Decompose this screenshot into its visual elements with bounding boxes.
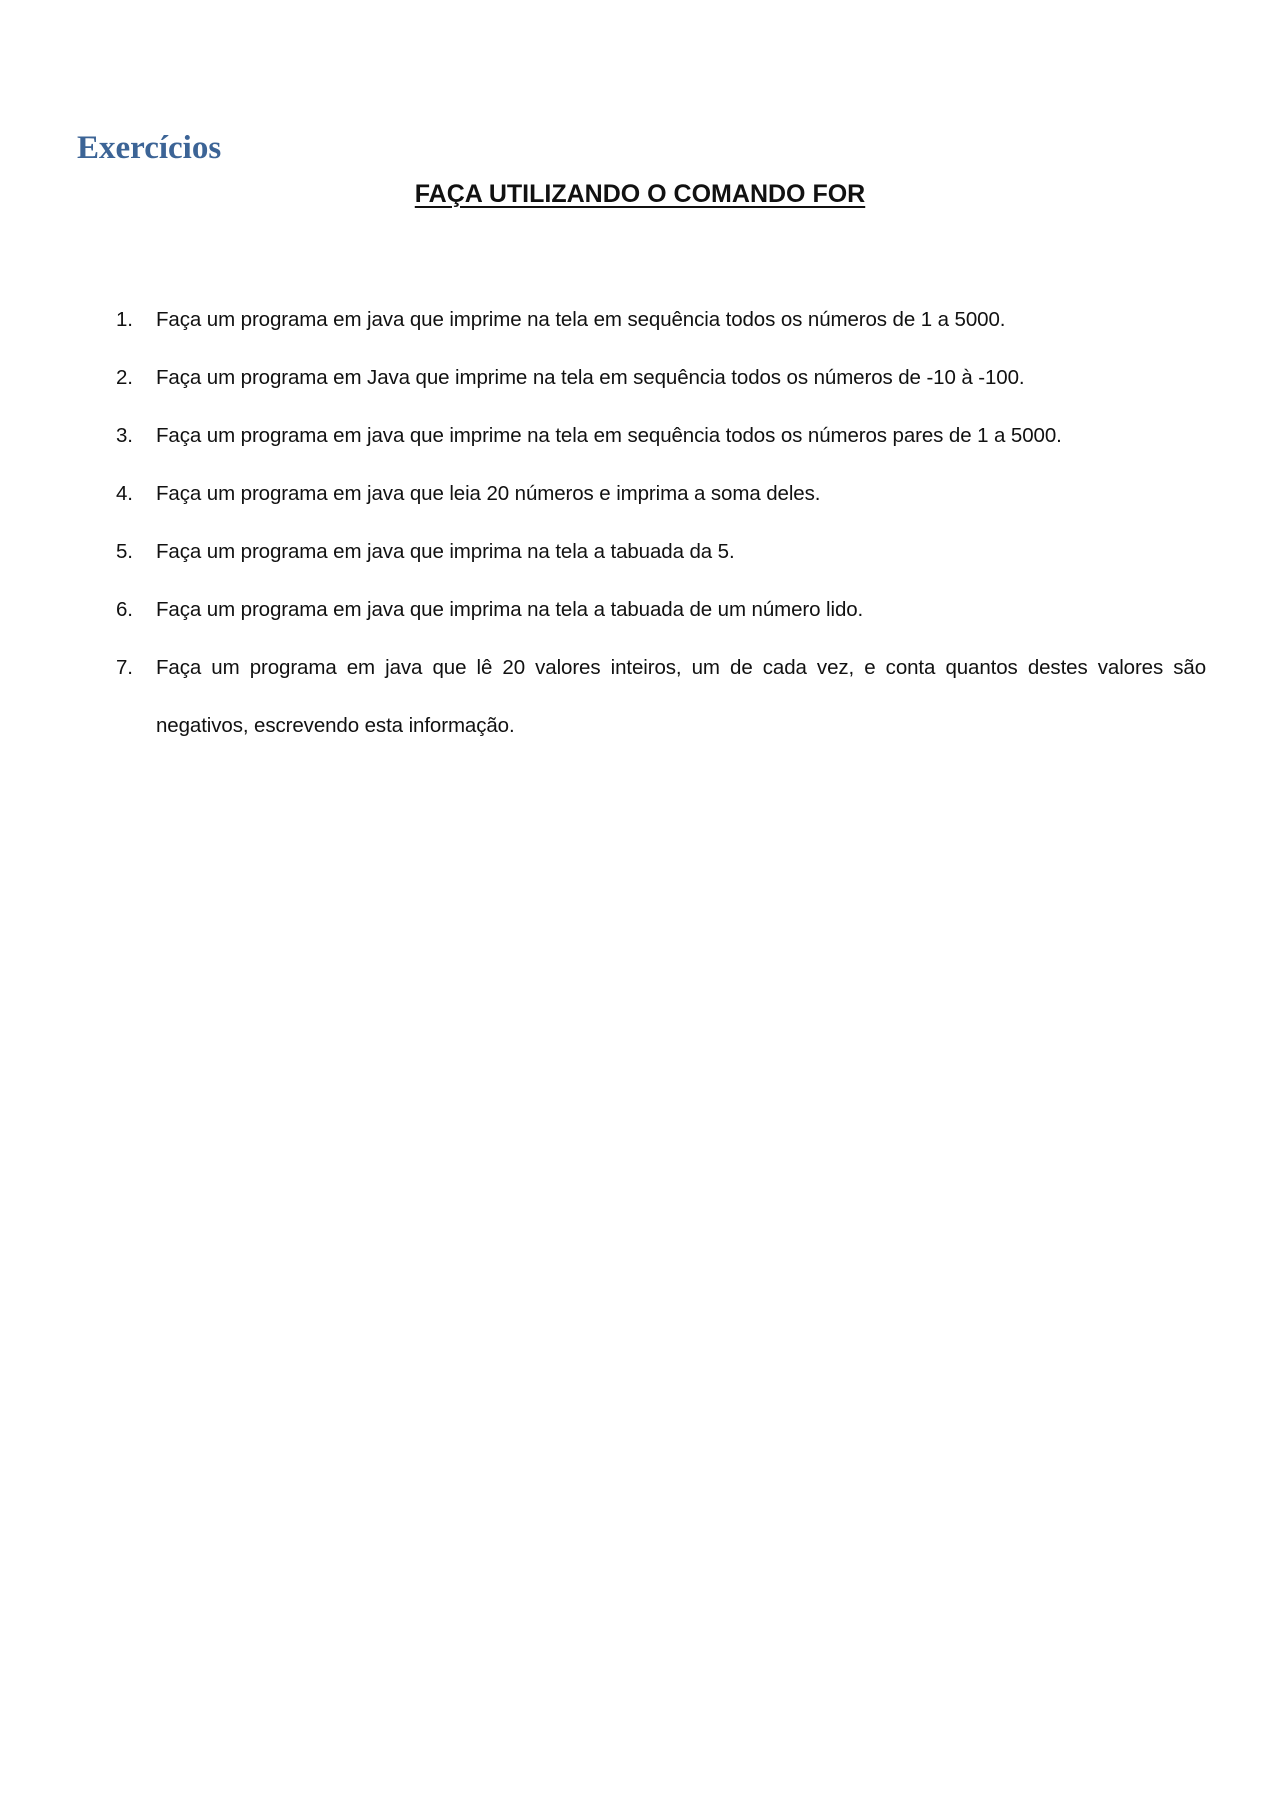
exercise-item: [116, 639, 1206, 755]
exercise-item: [116, 349, 1206, 407]
exercise-number: 4.: [116, 482, 133, 505]
exercise-text: Faça um programa em java que lê 20 valores inteiros, um de cada vez, e conta quantos destes valores são negativos, escrevendo esta informação.: [156, 656, 1206, 737]
exercise-number: 7.: [116, 656, 133, 679]
page-subtitle: FAÇA UTILIZANDO O COMANDO FOR: [414, 180, 866, 208]
exercise-item: [116, 291, 1206, 349]
exercise-text: Faça um programa em java que imprima na tela a tabuada da 5.: [156, 540, 735, 563]
exercise-number: 6.: [116, 598, 133, 621]
exercise-list: [116, 291, 1206, 755]
exercise-number: 5.: [116, 540, 133, 563]
exercise-text: Faça um programa em java que imprima na tela a tabuada de um número lido.: [156, 598, 864, 621]
exercise-number: 1.: [116, 308, 133, 331]
exercise-text: Faça um programa em java que leia 20 números e imprima a soma deles.: [156, 482, 821, 505]
exercise-item: [116, 465, 1206, 523]
exercise-text: Faça um programa em Java que imprime na tela em sequência todos os números de -10 à -100.: [156, 366, 1025, 389]
exercise-item: [116, 581, 1206, 639]
exercise-text: Faça um programa em java que imprime na tela em sequência todos os números de 1 a 5000.: [156, 308, 1006, 331]
exercise-item: [116, 523, 1206, 581]
exercise-text: Faça um programa em java que imprime na tela em sequência todos os números pares de 1 a 5000.: [156, 424, 1062, 447]
exercise-number: 2.: [116, 366, 133, 389]
exercise-number: 3.: [116, 424, 133, 447]
page-heading: Exercícios: [77, 130, 222, 166]
exercise-item: [116, 407, 1206, 465]
